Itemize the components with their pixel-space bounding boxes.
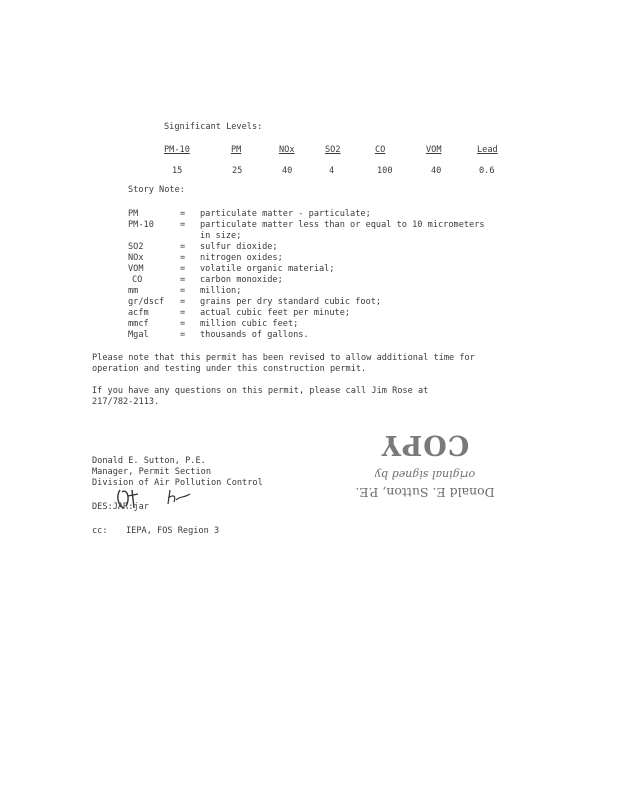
abbr-equals: =: [180, 209, 186, 219]
sig-value-pm: 25: [232, 166, 243, 176]
abbr-definition-continued: in size;: [200, 231, 242, 241]
abbr-definition: carbon monoxide;: [200, 275, 283, 285]
abbr-definition: particulate matter less than or equal to 10 micrometers: [200, 220, 485, 230]
abbr-definition: actual cubic feet per minute;: [200, 308, 351, 318]
stamp-signer-name: Donald E. Sutton, P.E.: [355, 485, 495, 500]
abbr-equals: =: [180, 297, 186, 307]
abbr-term: NOx: [128, 253, 144, 263]
abbr-term: acfm: [128, 308, 149, 318]
sig-header-so2: SO2: [325, 145, 341, 155]
abbr-definition: nitrogen oxides;: [200, 253, 283, 263]
abbr-equals: =: [180, 275, 186, 285]
significant-levels-heading: Significant Levels:: [164, 122, 263, 132]
sig-header-lead: Lead: [477, 145, 498, 155]
abbr-term: VOM: [128, 264, 144, 274]
revision-note-line: operation and testing under this construction permit.: [92, 364, 367, 374]
cc-label: cc:: [92, 526, 108, 536]
sig-header-co: CO: [375, 145, 386, 155]
sig-value-vom: 40: [431, 166, 442, 176]
abbr-term: gr/dscf: [128, 297, 165, 307]
contact-note-line: 217/782-2113.: [92, 397, 160, 407]
abbr-term: mm: [128, 286, 139, 296]
copy-stamp: [330, 418, 520, 498]
abbr-definition: thousands of gallons.: [200, 330, 309, 340]
abbr-definition: grains per dry standard cubic foot;: [200, 297, 382, 307]
abbr-equals: =: [180, 242, 186, 252]
sig-value-pm10: 15: [172, 166, 183, 176]
sig-header-nox: NOx: [279, 145, 295, 155]
abbr-equals: =: [180, 308, 186, 318]
abbr-definition: volatile organic material;: [200, 264, 335, 274]
sig-header-pm10: PM-10: [164, 145, 190, 155]
notes-heading: Story Note:: [128, 185, 185, 195]
signer-division: Division of Air Pollution Control: [92, 478, 263, 488]
sig-value-nox: 40: [282, 166, 293, 176]
sig-value-co: 100: [377, 166, 393, 176]
abbr-equals: =: [180, 253, 186, 263]
abbr-equals: =: [180, 319, 186, 329]
abbr-term: SO2: [128, 242, 144, 252]
abbr-definition: sulfur dioxide;: [200, 242, 278, 252]
sig-header-pm: PM: [231, 145, 242, 155]
sig-header-vom: VOM: [426, 145, 442, 155]
signer-name: Donald E. Sutton, P.E.: [92, 456, 206, 466]
abbr-equals: =: [180, 330, 186, 340]
sig-value-so2: 4: [329, 166, 335, 176]
abbr-definition: million;: [200, 286, 242, 296]
abbr-equals: =: [180, 286, 186, 296]
abbr-term: Mgal: [128, 330, 149, 340]
stamp-signed-by: original signed by: [374, 468, 476, 481]
reference-initials: DES:JAR:jar: [92, 502, 149, 512]
abbr-equals: =: [180, 264, 186, 274]
abbr-equals: =: [180, 220, 186, 230]
cc-recipient: IEPA, FOS Region 3: [126, 526, 220, 536]
signer-title: Manager, Permit Section: [92, 467, 211, 477]
stamp-copy-text: COPY: [380, 429, 470, 460]
revision-note-line: Please note that this permit has been revised to allow additional time for: [92, 353, 475, 363]
abbr-term: mmcf: [128, 319, 149, 329]
sig-value-lead: 0.6: [479, 166, 495, 176]
abbr-term: PM-10: [128, 220, 154, 230]
abbr-definition: million cubic feet;: [200, 319, 299, 329]
contact-note-line: If you have any questions on this permit, please call Jim Rose at: [92, 386, 429, 396]
abbr-term: CO: [132, 275, 143, 285]
abbr-definition: particulate matter - particulate;: [200, 209, 371, 219]
abbr-term: PM: [128, 209, 139, 219]
